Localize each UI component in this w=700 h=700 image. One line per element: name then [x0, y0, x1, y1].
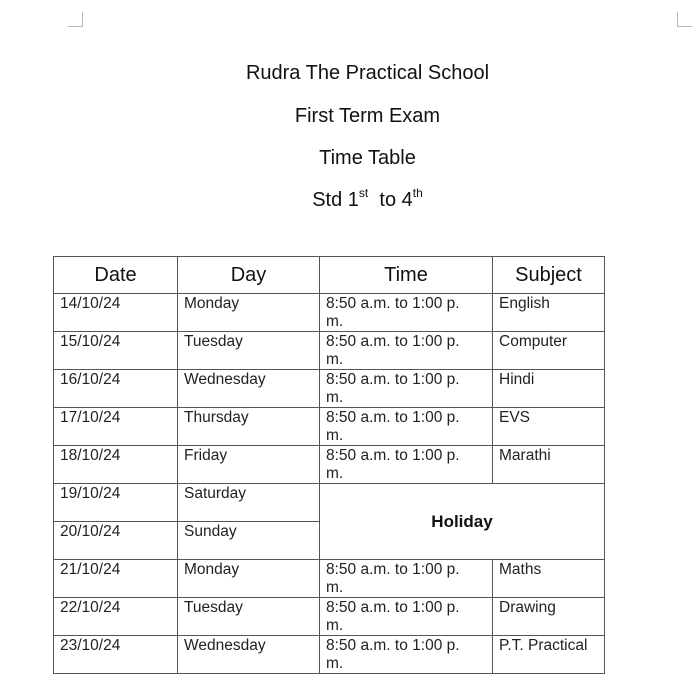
time-cell	[320, 560, 493, 598]
date-text: 17/10/24	[60, 409, 121, 426]
subject-cell	[493, 332, 605, 370]
day-cell	[178, 484, 320, 522]
day-cell	[178, 636, 320, 674]
school-name: Rudra The Practical School	[245, 62, 490, 84]
day-cell	[178, 408, 320, 446]
subject-cell	[493, 560, 605, 598]
subject-cell	[493, 408, 605, 446]
time-cell	[320, 294, 493, 332]
table-row	[54, 598, 605, 636]
table-row	[54, 408, 605, 446]
subject-text: Marathi	[499, 447, 551, 464]
day-cell	[178, 332, 320, 370]
subject-text: Maths	[499, 561, 542, 578]
day-cell	[178, 446, 320, 484]
subject-cell	[493, 598, 605, 636]
day-text: Tuesday	[184, 599, 243, 616]
date-cell	[54, 370, 178, 408]
table-row	[54, 446, 605, 484]
table-row	[54, 484, 605, 522]
time-text: 8:50 a.m. to 1:00 p. m.	[326, 447, 460, 482]
table-row	[54, 370, 605, 408]
date-text: 19/10/24	[60, 485, 121, 502]
day-cell	[178, 598, 320, 636]
day-cell	[178, 294, 320, 332]
day-text: Wednesday	[184, 371, 266, 388]
column-header-time: Time	[320, 257, 493, 294]
table-row	[54, 636, 605, 674]
standard-middle: to 4	[379, 189, 413, 211]
date-cell	[54, 446, 178, 484]
subject-cell	[493, 446, 605, 484]
table-header-row	[54, 257, 605, 294]
date-cell	[54, 484, 178, 522]
date-cell	[54, 522, 178, 560]
date-text: 18/10/24	[60, 447, 121, 464]
standard-superscript-start: st	[358, 186, 369, 200]
subject-cell	[493, 294, 605, 332]
day-cell	[178, 560, 320, 598]
subject-text: Hindi	[499, 371, 535, 388]
date-text: 15/10/24	[60, 333, 121, 350]
day-text: Sunday	[184, 523, 237, 540]
date-text: 20/10/24	[60, 523, 121, 540]
time-text: 8:50 a.m. to 1:00 p. m.	[326, 295, 460, 330]
column-header-subject: Subject	[493, 257, 605, 294]
holiday-cell: Holiday	[320, 484, 605, 560]
subject-cell	[493, 636, 605, 674]
subject-text: English	[499, 295, 550, 312]
page-corner-mark-left	[68, 12, 83, 27]
table-row	[54, 560, 605, 598]
page-corner-mark-right	[677, 12, 692, 27]
subject-text: P.T. Practical	[499, 637, 588, 654]
time-text: 8:50 a.m. to 1:00 p. m.	[326, 637, 460, 672]
standard-range	[0, 186, 700, 212]
day-cell	[178, 522, 320, 560]
standard-prefix: Std 1	[312, 189, 359, 211]
date-text: 23/10/24	[60, 637, 121, 654]
standard-superscript-end: th	[412, 186, 423, 200]
time-text: 8:50 a.m. to 1:00 p. m.	[326, 409, 460, 444]
date-text: 16/10/24	[60, 371, 121, 388]
column-header-day: Day	[178, 257, 320, 294]
time-cell	[320, 598, 493, 636]
date-cell	[54, 598, 178, 636]
day-text: Monday	[184, 561, 240, 578]
time-cell	[320, 636, 493, 674]
exam-timetable	[53, 256, 605, 674]
time-text: 8:50 a.m. to 1:00 p. m.	[326, 333, 460, 368]
date-cell	[54, 294, 178, 332]
exam-title: First Term Exam	[294, 105, 441, 127]
time-text: 8:50 a.m. to 1:00 p. m.	[326, 561, 460, 596]
subject-text: Drawing	[499, 599, 556, 616]
date-text: 21/10/24	[60, 561, 121, 578]
time-cell	[320, 408, 493, 446]
date-text: 22/10/24	[60, 599, 121, 616]
time-text: 8:50 a.m. to 1:00 p. m.	[326, 371, 460, 406]
table-row	[54, 294, 605, 332]
time-cell	[320, 370, 493, 408]
time-text: 8:50 a.m. to 1:00 p. m.	[326, 599, 460, 634]
day-text: Thursday	[184, 409, 249, 426]
date-cell	[54, 408, 178, 446]
date-cell	[54, 332, 178, 370]
date-text: 14/10/24	[60, 295, 121, 312]
subject-text: EVS	[499, 409, 531, 426]
day-text: Friday	[184, 447, 228, 464]
document-title: Time Table	[319, 147, 416, 169]
day-cell	[178, 370, 320, 408]
column-header-date: Date	[54, 257, 178, 294]
time-cell	[320, 332, 493, 370]
time-cell	[320, 446, 493, 484]
date-cell	[54, 636, 178, 674]
date-cell	[54, 560, 178, 598]
subject-text: Computer	[499, 333, 568, 350]
day-text: Saturday	[184, 485, 247, 502]
day-text: Monday	[184, 295, 240, 312]
subject-cell	[493, 370, 605, 408]
day-text: Tuesday	[184, 333, 243, 350]
table-row	[54, 332, 605, 370]
day-text: Wednesday	[184, 637, 266, 654]
